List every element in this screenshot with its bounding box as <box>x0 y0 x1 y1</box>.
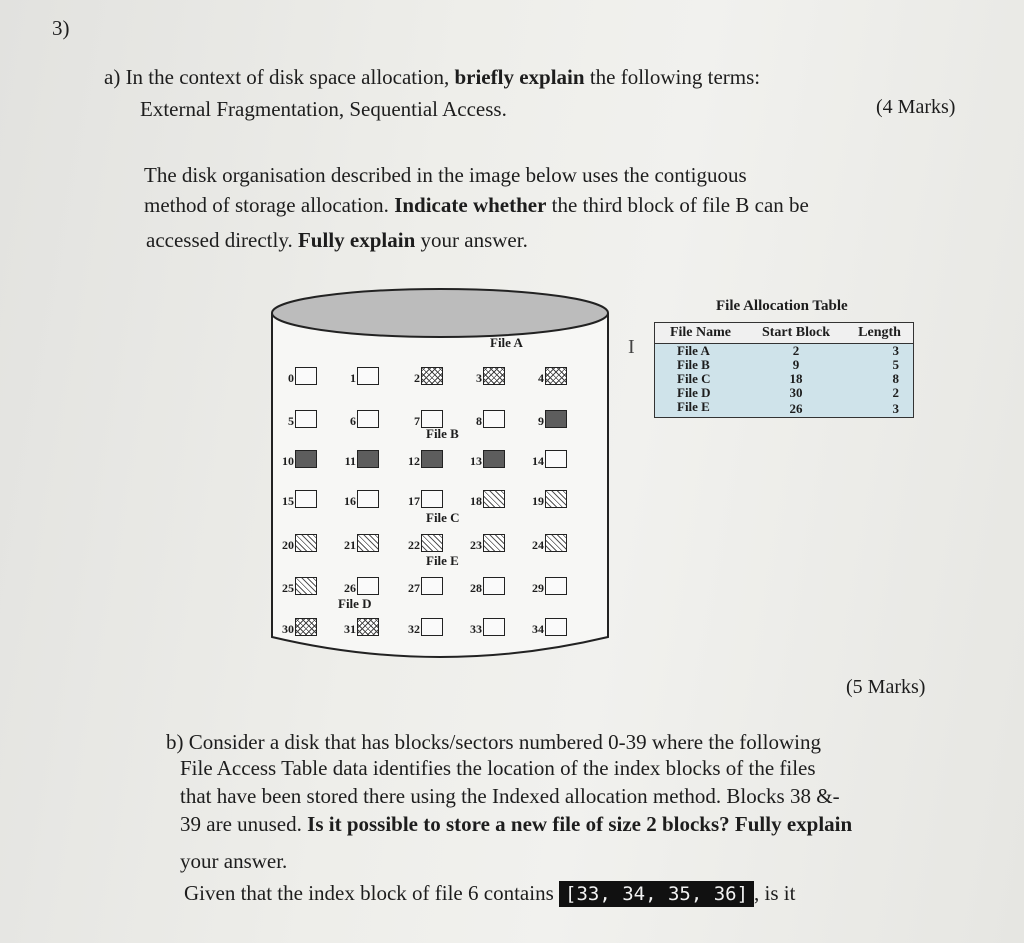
part-b-line-6 <box>184 880 795 907</box>
disk-block-cell <box>545 534 567 552</box>
disk-block-cell <box>295 410 317 428</box>
disk-block-cell <box>295 367 317 385</box>
disk-block-number: 24 <box>532 538 544 552</box>
disk-block-cell <box>483 450 505 468</box>
disk-block-number: 20 <box>282 538 294 552</box>
disk-block-number: 0 <box>288 371 294 385</box>
disk-block-number: 32 <box>408 622 420 636</box>
disk-block-number: 21 <box>344 538 356 552</box>
disk-block-cell <box>545 410 567 428</box>
part-b-line-2: File Access Table data identifies the location of the index blocks of the files <box>180 756 816 780</box>
disk-block-cell <box>295 490 317 508</box>
part-a-marks-2: (5 Marks) <box>846 676 926 698</box>
table-row <box>655 386 913 400</box>
disk-block-number: 15 <box>282 494 294 508</box>
disk-block-number: 17 <box>408 494 420 508</box>
fat-header-length: Length <box>846 323 913 344</box>
disk-block-number: 6 <box>350 414 356 428</box>
text-cursor-icon: I <box>628 336 635 358</box>
disk-block-cell <box>421 577 443 595</box>
disk-block-cell <box>545 618 567 636</box>
disk-block-cell <box>357 367 379 385</box>
disk-block-number: 29 <box>532 581 544 595</box>
disk-block-number: 1 <box>350 371 356 385</box>
question-number: 3) <box>52 16 70 40</box>
disk-block-cell <box>357 577 379 595</box>
disk-block-cell <box>483 618 505 636</box>
fat-cell-start: 2 <box>792 343 800 358</box>
part-a-line-1 <box>104 62 760 92</box>
disk-block-cell <box>421 490 443 508</box>
disk-block-cell <box>295 577 317 595</box>
part-b-line-3: that have been stored there using the Indexed allocation method. Blocks 38 &- <box>180 784 840 808</box>
file-d-label: File D <box>338 596 372 611</box>
disk-block-number: 31 <box>344 622 356 636</box>
fat-cell-start: 30 <box>789 385 803 400</box>
disk-block-number: 14 <box>532 454 544 468</box>
disk-block-number: 28 <box>470 581 482 595</box>
disk-block-number: 10 <box>282 454 294 468</box>
fat-header-file-name: File Name <box>655 323 746 344</box>
part-a-line-1-text: a) In the context of disk space allocation, <box>104 65 455 89</box>
part-a-para2-line-3-text: accessed directly. <box>146 228 298 252</box>
part-b-line-4-bold: Is it possible to store a new file of size 2 blocks? Fully explain <box>307 812 853 836</box>
fat-header-start-block: Start Block <box>746 323 846 344</box>
part-a-marks: (4 Marks) <box>876 96 956 118</box>
part-b-line-6-suffix: , is it <box>754 881 796 905</box>
disk-block-number: 19 <box>532 494 544 508</box>
part-a-para2-line-2-suffix: the third block of file B can be <box>546 193 809 217</box>
part-a-para2-line-3-suffix: your answer. <box>415 228 528 252</box>
disk-block-cell <box>295 534 317 552</box>
part-a-line-1-suffix: the following terms: <box>584 65 761 89</box>
disk-block-number: 12 <box>408 454 420 468</box>
disk-block-cell <box>421 618 443 636</box>
disk-block-number: 9 <box>538 414 544 428</box>
disk-block-cell <box>421 534 443 552</box>
part-b-line-5: your answer. <box>180 849 288 873</box>
fat-cell-length: 8 <box>892 371 899 386</box>
part-a-para2-line-3 <box>146 225 528 255</box>
disk-cylinder-outline <box>270 285 610 663</box>
file-c-label: File C <box>426 510 460 525</box>
disk-block-cell <box>483 534 505 552</box>
disk-block-cell <box>545 450 567 468</box>
fat-cell-name: File A <box>677 343 710 358</box>
disk-block-number: 7 <box>414 414 420 428</box>
disk-block-number: 26 <box>344 581 356 595</box>
fat-cell-name: File B <box>677 357 710 372</box>
disk-cylinder-figure <box>270 285 610 663</box>
part-b-line-1: b) Consider a disk that has blocks/sectors numbered 0-39 where the following <box>166 730 821 754</box>
fat-cell-start: 26 <box>789 400 803 416</box>
table-row <box>655 372 913 386</box>
fat-cell-start: 18 <box>789 371 803 386</box>
file-e-label: File E <box>426 553 459 568</box>
disk-block-number: 16 <box>344 494 356 508</box>
disk-block-cell <box>483 367 505 385</box>
fat-cell-length: 3 <box>892 400 899 416</box>
disk-block-cell <box>421 450 443 468</box>
part-b-line-6-text: Given that the index block of file 6 contains <box>184 881 559 905</box>
disk-block-number: 23 <box>470 538 482 552</box>
disk-block-cell <box>421 367 443 385</box>
disk-block-number: 5 <box>288 414 294 428</box>
disk-block-number: 13 <box>470 454 482 468</box>
fat-cell-length: 2 <box>892 385 899 400</box>
disk-block-cell <box>483 490 505 508</box>
disk-block-number: 27 <box>408 581 420 595</box>
disk-block-number: 2 <box>414 371 420 385</box>
fat-cell-name: File E <box>677 399 710 414</box>
part-a-line-1-bold: briefly explain <box>454 65 585 89</box>
disk-block-cell <box>295 618 317 636</box>
index-block-code: [33, 34, 35, 36] <box>559 881 754 907</box>
disk-block-number: 34 <box>532 622 544 636</box>
disk-block-cell <box>545 367 567 385</box>
disk-block-cell <box>483 410 505 428</box>
part-a-para2-line-2 <box>144 190 809 220</box>
part-b-line-4-text: 39 are unused. <box>180 812 308 836</box>
disk-block-number: 8 <box>476 414 482 428</box>
fat-cell-name: File C <box>677 371 711 386</box>
disk-block-number: 30 <box>282 622 294 636</box>
disk-block-cell <box>357 490 379 508</box>
disk-block-cell <box>357 534 379 552</box>
part-a-line-2: External Fragmentation, Sequential Access. <box>140 97 507 121</box>
disk-block-cell <box>357 618 379 636</box>
disk-block-number: 4 <box>538 371 544 385</box>
fat-title: File Allocation Table <box>716 298 848 314</box>
disk-block-cell <box>545 490 567 508</box>
disk-block-number: 3 <box>476 371 482 385</box>
disk-block-cell <box>295 450 317 468</box>
fat-cell-name: File D <box>677 385 711 400</box>
part-a-para2-line-1: The disk organisation described in the image below uses the contiguous <box>144 163 747 187</box>
part-a-para2-line-2-text: method of storage allocation. <box>144 193 395 217</box>
disk-block-number: 33 <box>470 622 482 636</box>
fat-cell-length: 3 <box>892 343 899 358</box>
disk-block-cell <box>357 410 379 428</box>
disk-block-number: 11 <box>344 454 356 468</box>
disk-block-number: 22 <box>408 538 420 552</box>
file-a-label: File A <box>490 335 523 350</box>
part-a-para2-line-3-bold: Fully explain <box>297 228 416 252</box>
table-row <box>655 358 913 372</box>
file-b-label: File B <box>426 426 459 441</box>
table-row <box>655 344 913 359</box>
table-row <box>655 400 913 417</box>
file-allocation-table <box>654 322 914 418</box>
disk-block-number: 18 <box>470 494 482 508</box>
part-a-para2-line-2-bold: Indicate whether <box>394 193 547 217</box>
disk-block-cell <box>483 577 505 595</box>
fat-cell-start: 9 <box>792 357 800 372</box>
disk-block-cell <box>545 577 567 595</box>
disk-block-number: 25 <box>282 581 294 595</box>
fat-cell-length: 5 <box>892 357 899 372</box>
part-b-line-4 <box>180 811 852 837</box>
disk-block-cell <box>357 450 379 468</box>
